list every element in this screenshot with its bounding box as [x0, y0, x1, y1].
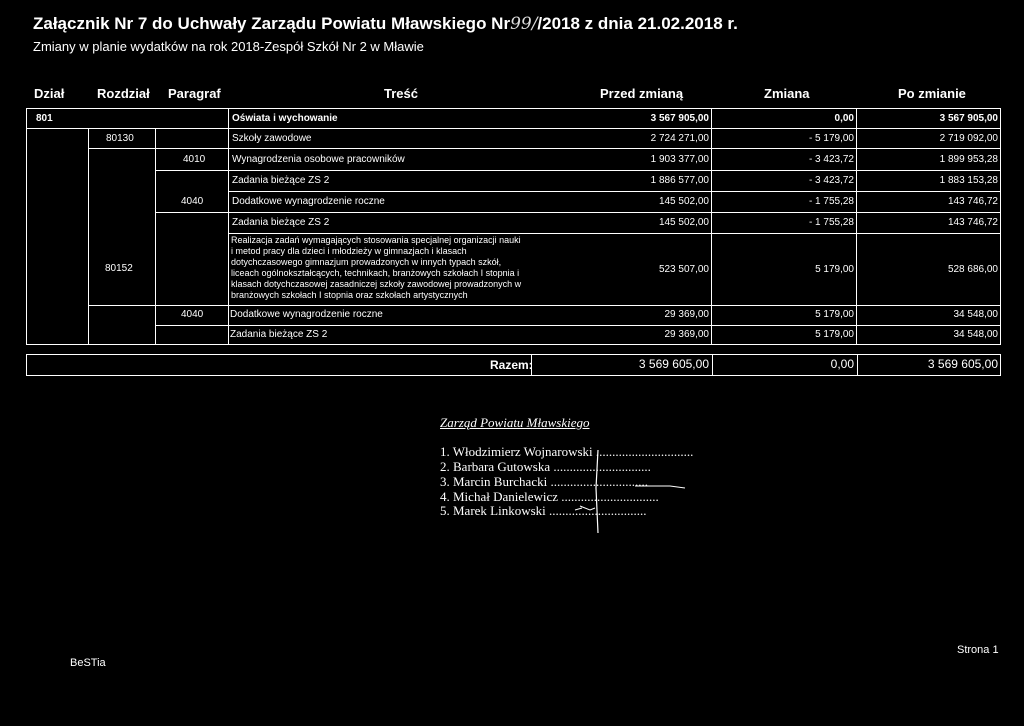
signature-line: 1. Włodzimierz Wojnarowski ..............................: [440, 444, 694, 459]
title-suffix: /2018 z dnia 21.02.2018 r.: [537, 14, 738, 33]
cell-paragraf: 4010: [183, 154, 206, 165]
cell-po: 143 746,72: [947, 196, 998, 207]
col-header-po: Po zmianie: [898, 86, 966, 101]
col-header-tresc: Treść: [384, 86, 418, 101]
cell-przed: 145 502,00: [658, 196, 709, 207]
tresc-line: liceach ogólnokształcących, technikach, branżowych szkołach I stopnia i: [231, 268, 520, 278]
cell-zmiana: 5 179,00: [815, 264, 854, 275]
cell-rozdzial: 80130: [106, 133, 134, 144]
signature-line: 5. Marek Linkowski ..............................: [440, 503, 647, 518]
cell-paragraf: 4040: [181, 309, 204, 320]
cell-rozdzial: 80152: [105, 263, 133, 274]
col-header-przed: Przed zmianą: [600, 86, 684, 101]
cell-przed: 2 724 271,00: [650, 133, 709, 144]
cell-tresc: Zadania bieżące ZS 2: [232, 217, 330, 228]
total-zmiana: 0,00: [830, 357, 854, 371]
cell-tresc: Wynagrodzenia osobowe pracowników: [232, 154, 405, 165]
col-header-dzial: Dział: [34, 86, 65, 101]
signature-heading: Zarząd Powiatu Mławskiego: [440, 415, 590, 430]
tresc-line: Realizacja zadań wymagających stosowania specjalnej organizacji nauki: [231, 235, 521, 245]
cell-przed: 1 886 577,00: [650, 175, 709, 186]
cell-zmiana: 0,00: [834, 113, 854, 124]
cell-po: 528 686,00: [947, 264, 998, 275]
signature-line: 2. Barbara Gutowska ..............................: [440, 459, 651, 474]
cell-tresc: Zadania bieżące ZS 2: [230, 329, 328, 340]
footer-software-name: BeSTia: [70, 657, 106, 669]
cell-po: 1 899 953,28: [939, 154, 998, 165]
title-prefix: Załącznik Nr 7 do Uchwały Zarządu Powiatu Mławskiego Nr: [33, 14, 511, 33]
page-title: [33, 14, 738, 34]
handwritten-number: 99/: [510, 14, 538, 34]
tresc-line: dotychczasowego gimnazjum prowadzonych w innych typach szkół,: [231, 257, 502, 267]
cell-przed: 1 903 377,00: [650, 154, 709, 165]
cell-przed: 145 502,00: [658, 217, 709, 228]
page-subtitle: Zmiany w planie wydatków na rok 2018-Zespół Szkół Nr 2 w Mławie: [33, 39, 424, 54]
cell-po: 34 548,00: [953, 309, 998, 320]
cell-przed: 29 369,00: [664, 329, 709, 340]
cell-tresc: Dodatkowe wynagrodzenie roczne: [230, 309, 383, 320]
signature-line: 4. Michał Danielewicz ..............................: [440, 489, 659, 504]
cell-zmiana: 5 179,00: [815, 329, 854, 340]
page-number: Strona 1: [957, 644, 999, 656]
cell-przed: 3 567 905,00: [650, 113, 709, 124]
cell-zmiana: - 1 755,28: [808, 196, 854, 207]
cell-po: 1 883 153,28: [939, 175, 998, 186]
cell-tresc: Dodatkowe wynagrodzenie roczne: [232, 196, 385, 207]
cell-po: 34 548,00: [953, 329, 998, 340]
cell-zmiana: 5 179,00: [815, 309, 854, 320]
total-po: 3 569 605,00: [927, 357, 998, 371]
tresc-line: branżowych szkołach I stopnia oraz szkołach artystycznych: [231, 290, 468, 300]
tresc-line: klasach dotychczasowej zasadniczej szkoły zawodowej prowadzonych w: [231, 279, 522, 289]
handwritten-signatures: [560, 448, 690, 543]
col-header-zmiana: Zmiana: [764, 86, 810, 101]
cell-po: 2 719 092,00: [939, 133, 998, 144]
cell-dzial: 801: [36, 113, 53, 124]
cell-tresc: Szkoły zawodowe: [232, 133, 312, 144]
total-label: Razem:: [490, 358, 533, 372]
cell-po: 3 567 905,00: [939, 113, 998, 124]
cell-po: 143 746,72: [947, 217, 998, 228]
total-przed: 3 569 605,00: [638, 357, 709, 371]
cell-zmiana: - 1 755,28: [808, 217, 854, 228]
col-header-paragraf: Paragraf: [168, 86, 221, 101]
cell-paragraf: 4040: [181, 196, 204, 207]
cell-przed: 29 369,00: [664, 309, 709, 320]
signature-line: 3. Marcin Burchacki ..............................: [440, 474, 648, 489]
cell-zmiana: - 5 179,00: [808, 133, 854, 144]
cell-zmiana: - 3 423,72: [808, 154, 854, 165]
cell-tresc: Zadania bieżące ZS 2: [232, 175, 330, 186]
tresc-line: i metod pracy dla dzieci i młodzieży w gimnazjach i klasach: [231, 246, 467, 256]
cell-zmiana: - 3 423,72: [808, 175, 854, 186]
col-header-rozdzial: Rozdział: [97, 86, 150, 101]
cell-tresc: Oświata i wychowanie: [232, 113, 338, 124]
cell-przed: 523 507,00: [658, 264, 709, 275]
